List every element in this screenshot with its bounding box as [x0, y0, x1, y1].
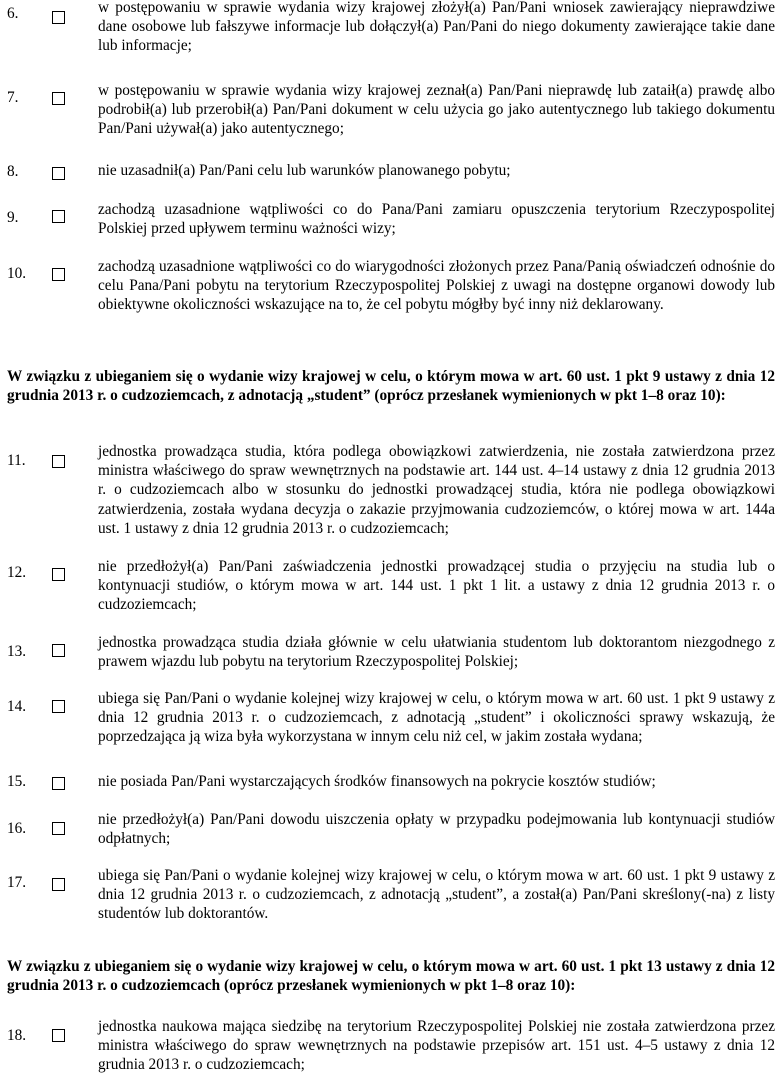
checkbox[interactable] — [52, 92, 65, 105]
item-text: nie przedłożył(a) Pan/Pani zaświadczenia jednostki prowadzącej studia o przyjęciu na studia lub o kontynuacji studiów, o którym mowa w art. 144 ust. 1 pkt 1 lit. a ustawy z dnia 12 grudnia 2013 r. o cudzoziemcach; — [98, 558, 775, 614]
checkbox[interactable] — [52, 878, 65, 891]
item-text: nie posiada Pan/Pani wystarczających środków finansowych na pokrycie kosztów studiów; — [98, 773, 656, 790]
item-number: 14. — [7, 698, 27, 715]
checkbox[interactable] — [52, 455, 65, 468]
checkbox[interactable] — [52, 644, 65, 657]
item-text: jednostka prowadząca studia działa głównie w celu ułatwiania studentom lub doktorantom niezgodnego z prawem wjazdu lub pobytu na terytorium Rzeczypospolitej Polskiej; — [98, 634, 775, 671]
item-number: 7. — [7, 89, 19, 106]
item-text: w postępowaniu w sprawie wydania wizy krajowej zeznał(a) Pan/Pani nieprawdę lub zataił(a) prawdę albo podrobił(a) lub przerobił(a) Pan/Pani dokument w celu użycia go jako autentycznego lub takiego dokumentu Pan/Pani używał(a) jako autentycznego; — [98, 82, 775, 138]
section-heading-student: W związku z ubieganiem się o wydanie wizy krajowej w celu, o którym mowa w art. 60 ust. 1 pkt 9 ustawy z dnia 12 grudnia 2013 r. o cudzoziemcach, z adnotacją „student” (oprócz przesłanek wymienionych w pkt 1–8 oraz 10): — [7, 368, 775, 405]
checkbox[interactable] — [52, 11, 65, 24]
checkbox[interactable] — [52, 210, 65, 223]
item-number: 13. — [7, 643, 27, 660]
item-text: zachodzą uzasadnione wątpliwości co do wiarygodności złożonych przez Pana/Panią oświadczeń odnośnie do celu Pana/Pani pobytu na terytorium Rzeczypospolitej Polskiej z uwagi na dostępne organowi dowody lub obiektywne okoliczności wskazujące na to, że cel pobytu mógłby być inny niż deklarowany. — [98, 258, 775, 314]
section-heading-research: W związku z ubieganiem się o wydanie wizy krajowej w celu, o którym mowa w art. 60 ust. 1 pkt 13 ustawy z dnia 12 grudnia 2013 r. o cudzoziemcach (oprócz przesłanek wymienionych w pkt 1–8 oraz 10): — [7, 958, 775, 995]
checkbox[interactable] — [52, 822, 65, 835]
item-text: jednostka prowadząca studia, która podlega obowiązkowi zatwierdzenia, nie została zatwierdzona przez ministra właściwego do spraw wewnętrznych na podstawie art. 144 ust. 4–14 ustawy z dnia 12 grudnia 2013 r. o cudzoziemcach albo w stosunku do jednostki prowadzącej studia, która nie podlega obowiązkowi zatwierdzenia, została wydana decyzja o zakazie przyjmowania cudzoziemców, o której mowa w art. 144a ust. 1 ustawy z dnia 12 grudnia 2013 r. o cudzoziemcach; — [98, 443, 775, 537]
item-number: 11. — [7, 452, 26, 469]
item-text: jednostka naukowa mająca siedzibę na terytorium Rzeczypospolitej Polskiej nie została zatwierdzona przez ministra właściwego do spraw wewnętrznych na podstawie przepisów art. 151 ust. 4–5 ustawy z dnia 12 grudnia 2013 r. o cudzoziemcach; — [98, 1018, 775, 1074]
checkbox[interactable] — [52, 268, 65, 281]
item-number: 10. — [7, 265, 27, 282]
item-number: 8. — [7, 163, 19, 180]
item-number: 9. — [7, 209, 19, 226]
item-text: ubiega się Pan/Pani o wydanie kolejnej wizy krajowej w celu, o którym mowa w art. 60 ust. 1 pkt 9 ustawy z dnia 12 grudnia 2013 r. o cudzoziemcach, z adnotacją „student” i okoliczności sprawy wskazują, że poprzedzająca ją wiza była wykorzystana w innym celu niż cel, w jakim została wydana; — [98, 690, 775, 746]
item-text: w postępowaniu w sprawie wydania wizy krajowej złożył(a) Pan/Pani wniosek zawierający nieprawdziwe dane osobowe lub fałszywe informacje lub dołączył(a) Pan/Pani do niego dokumenty zawierające takie dane lub informacje; — [98, 0, 775, 55]
item-number: 16. — [7, 820, 27, 837]
item-number: 12. — [7, 564, 27, 581]
item-number: 18. — [7, 1027, 27, 1044]
item-text: nie przedłożył(a) Pan/Pani dowodu uiszczenia opłaty w przypadku podejmowania lub kontynuacji studiów odpłatnych; — [98, 811, 775, 848]
item-text: nie uzasadnił(a) Pan/Pani celu lub warunków planowanego pobytu; — [98, 162, 511, 179]
checkbox[interactable] — [52, 700, 65, 713]
item-number: 15. — [7, 773, 27, 790]
item-number: 6. — [7, 5, 19, 22]
checkbox[interactable] — [52, 1029, 65, 1042]
item-text: ubiega się Pan/Pani o wydanie kolejnej wizy krajowej w celu, o którym mowa w art. 60 ust. 1 pkt 9 ustawy z dnia 12 grudnia 2013 r. o cudzoziemcach, z adnotacją „student”, a został(a) Pan/Pani skreślony(-na) z listy studentów lub doktorantów. — [98, 867, 775, 923]
checkbox[interactable] — [52, 167, 65, 180]
item-text: zachodzą uzasadnione wątpliwości co do Pana/Pani zamiaru opuszczenia terytorium Rzeczypospolitej Polskiej przed upływem terminu ważności wizy; — [98, 201, 775, 238]
checkbox[interactable] — [52, 777, 65, 790]
checkbox[interactable] — [52, 568, 65, 581]
item-number: 17. — [7, 874, 27, 891]
